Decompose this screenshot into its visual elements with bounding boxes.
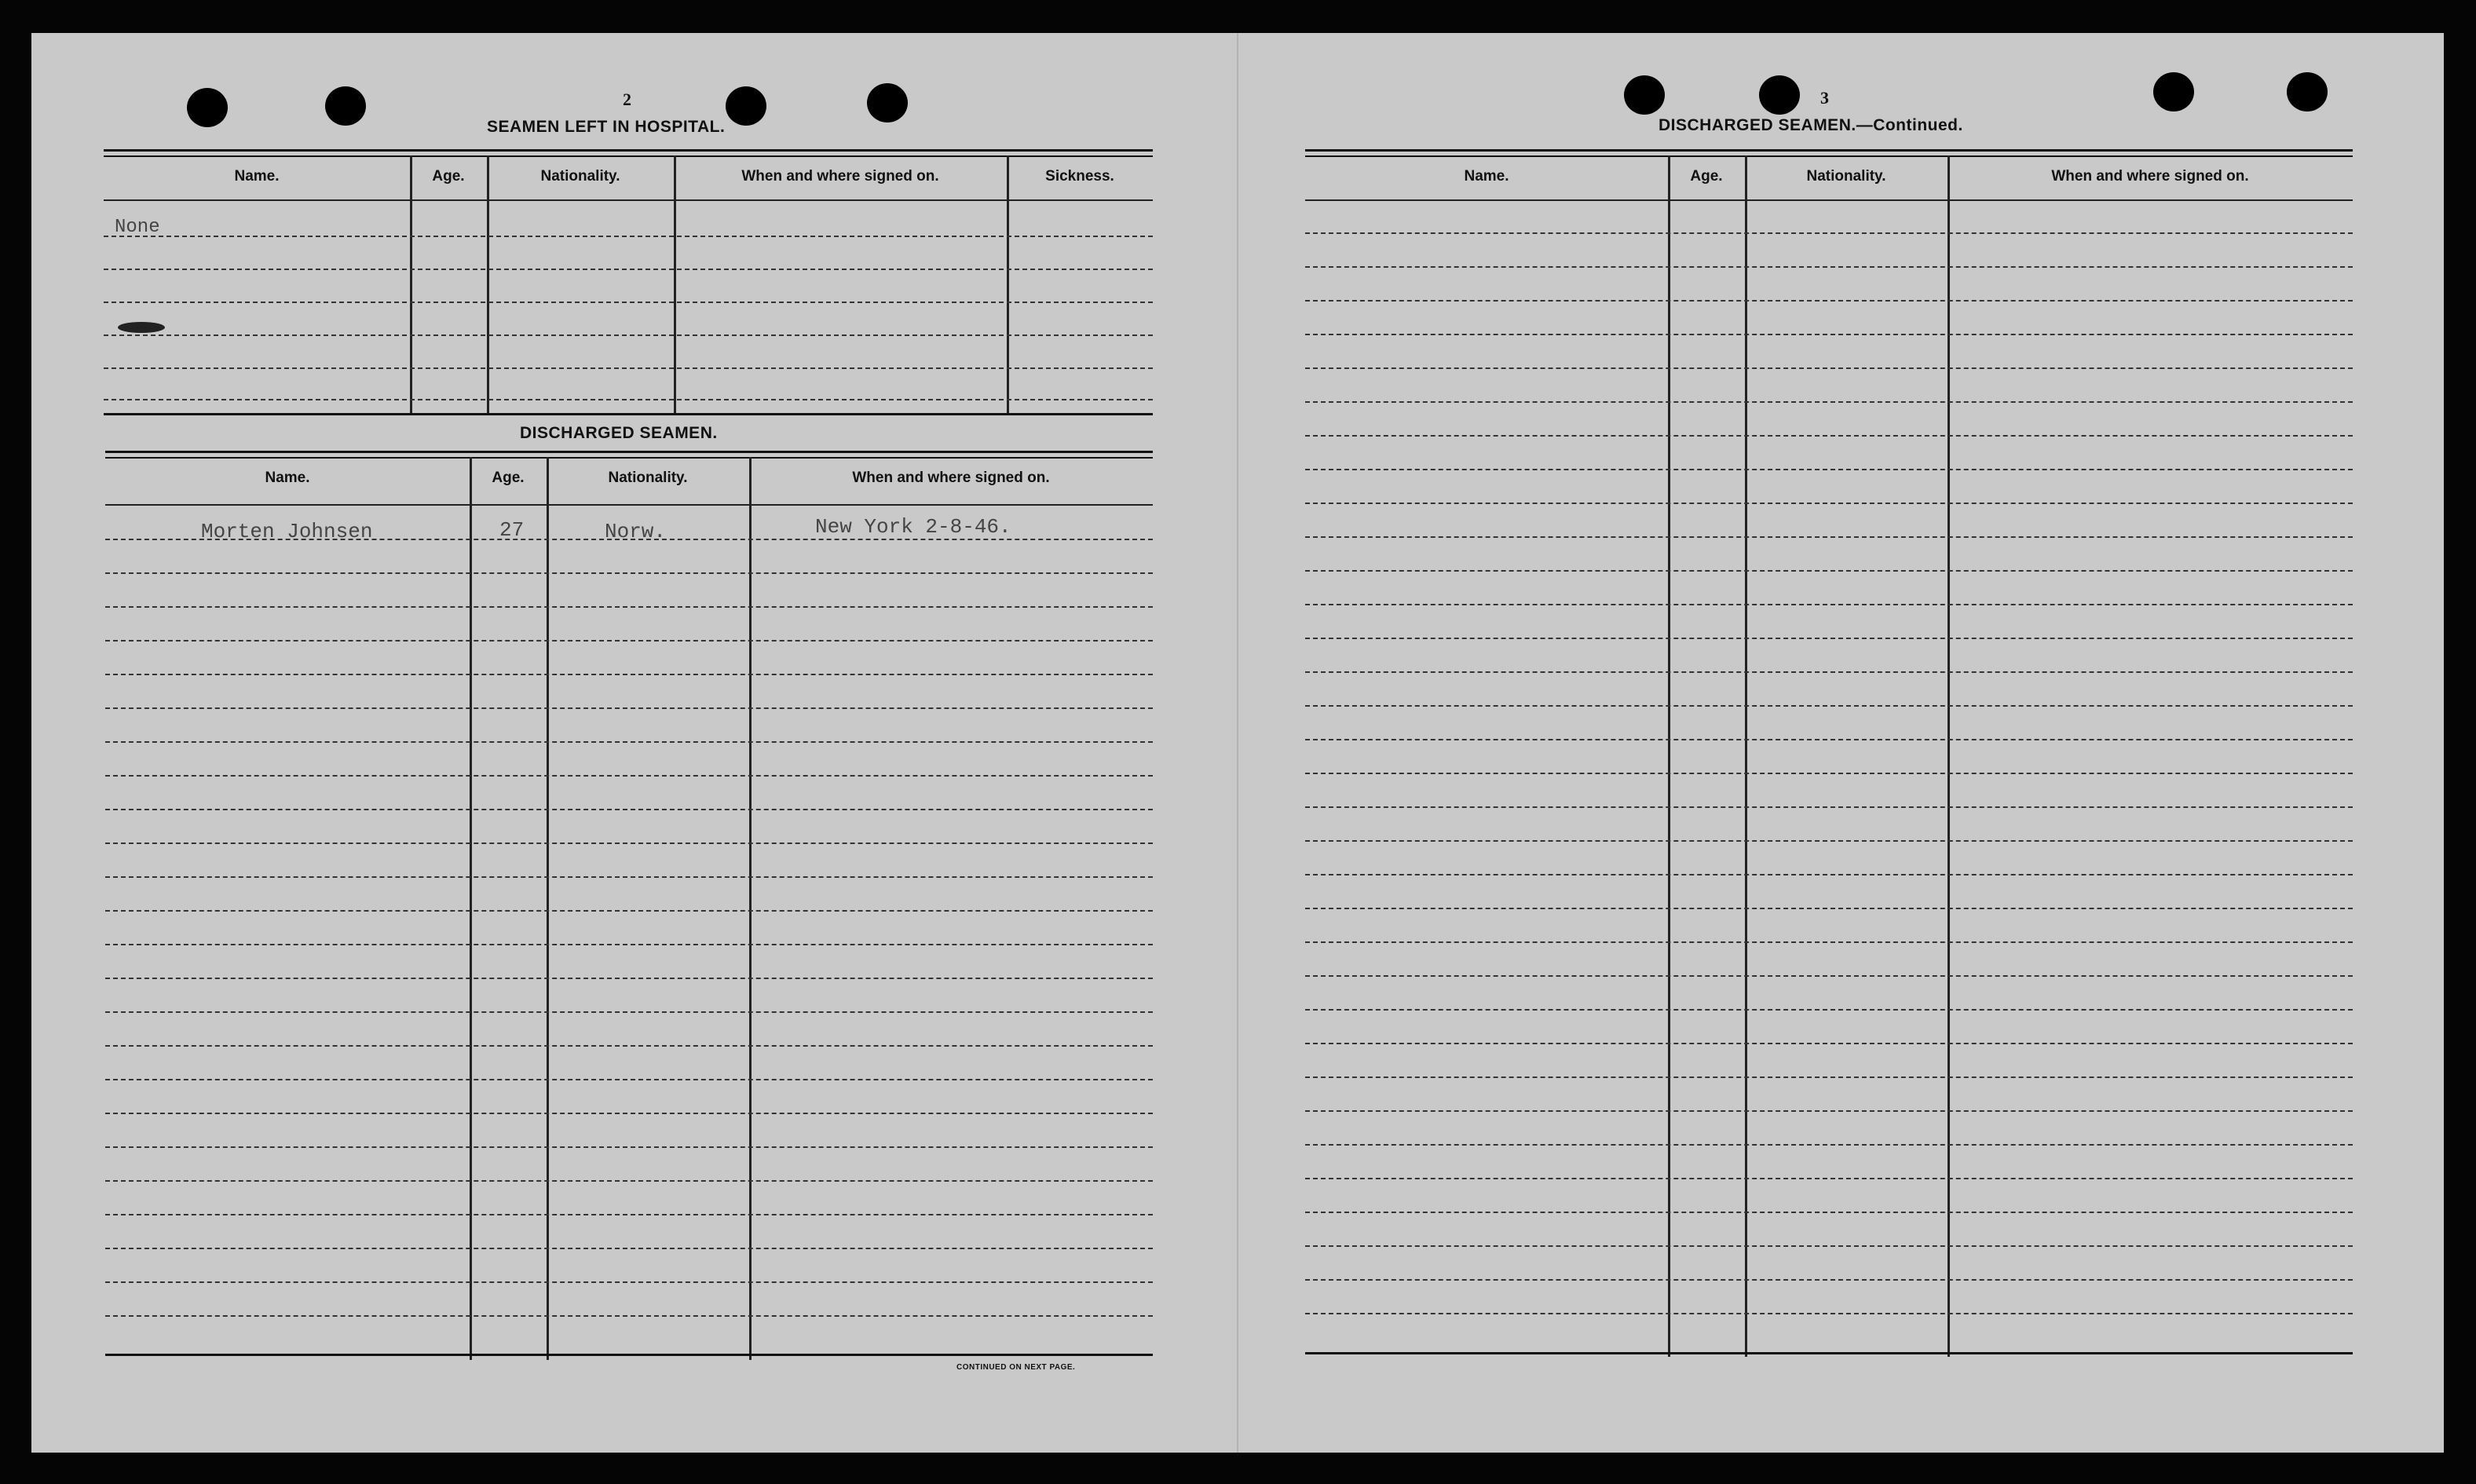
ruled-line: [105, 876, 1153, 878]
ruled-line: [105, 809, 1153, 810]
row-age: 27: [499, 518, 525, 542]
ruled-line: [105, 606, 1153, 608]
ruled-line: [1305, 435, 2353, 437]
ruled-line: [1305, 503, 2353, 504]
discharged-col-signed-on: When and where signed on.: [852, 470, 1050, 486]
ruled-line: [1305, 1144, 2353, 1146]
discharged-col-age: Age.: [492, 470, 525, 486]
ruled-lines: [105, 451, 1153, 1362]
ruled-line: [1305, 671, 2353, 673]
ruled-line: [1305, 941, 2353, 943]
discharged-table-right: [1305, 149, 2353, 1358]
ruled-line: [105, 640, 1153, 641]
ruled-line: [1305, 570, 2353, 572]
discharged-continued-heading: DISCHARGED SEAMEN.—Continued.: [1659, 116, 1963, 134]
ruled-line: [1305, 604, 2353, 605]
ruled-line: [1305, 1313, 2353, 1314]
ruled-line: [1305, 739, 2353, 740]
ruled-line: [1305, 1009, 2353, 1011]
hospital-col-name: Name.: [234, 168, 280, 185]
punch-hole: [2153, 72, 2194, 111]
row-signed-on: New York 2-8-46.: [815, 515, 1011, 539]
ruled-line: [1305, 1212, 2353, 1213]
ruled-line: [1305, 773, 2353, 774]
hospital-col-signed-on: When and where signed on.: [741, 168, 939, 185]
right-col-nationality: Nationality.: [1806, 168, 1886, 185]
ruled-line: [105, 1045, 1153, 1047]
punch-hole: [1759, 75, 1800, 115]
ruled-line: [1305, 401, 2353, 403]
ruled-line: [1305, 1178, 2353, 1179]
ruled-line: [1305, 1043, 2353, 1044]
right-col-name: Name.: [1464, 168, 1509, 185]
page-number-right: 3: [1820, 88, 1829, 108]
ruled-line: [105, 843, 1153, 844]
ruled-line: [1305, 874, 2353, 875]
right-col-age: Age.: [1690, 168, 1723, 185]
ruled-line: [105, 1180, 1153, 1182]
hospital-col-sickness: Sickness.: [1045, 168, 1114, 185]
ruled-line: [1305, 1076, 2353, 1078]
row-nationality: Norw.: [605, 520, 667, 543]
right-col-signed-on: When and where signed on.: [2051, 168, 2249, 185]
ruled-line: [1305, 1279, 2353, 1281]
ruled-line: [105, 910, 1153, 912]
ruled-line: [1305, 908, 2353, 909]
ruled-line: [1305, 638, 2353, 639]
discharged-heading: DISCHARGED SEAMEN.: [520, 424, 718, 442]
discharged-col-name: Name.: [265, 470, 310, 486]
hospital-table: [104, 149, 1153, 416]
ruled-line: [1305, 536, 2353, 538]
ruled-line: [105, 572, 1153, 574]
ruled-line: [105, 674, 1153, 675]
ruled-line: [1305, 232, 2353, 234]
ruled-line: [105, 1281, 1153, 1283]
punch-hole: [2287, 72, 2328, 111]
hospital-col-age: Age.: [432, 168, 465, 185]
ruled-line: [1305, 367, 2353, 369]
ruled-lines: [1305, 149, 2353, 1358]
page-fold: [1237, 33, 1238, 1453]
ruled-line: [105, 775, 1153, 777]
row-name: Morten Johnsen: [201, 520, 373, 543]
punch-hole: [1624, 75, 1665, 115]
ruled-line: [105, 1113, 1153, 1114]
punch-hole: [867, 83, 908, 122]
ruled-line: [105, 1079, 1153, 1080]
ruled-line: [105, 1214, 1153, 1215]
hospital-col-nationality: Nationality.: [540, 168, 620, 185]
ruled-line: [1305, 266, 2353, 268]
ruled-line: [1305, 705, 2353, 707]
ruled-line: [1305, 840, 2353, 842]
ruled-line: [105, 741, 1153, 743]
ruled-line: [105, 944, 1153, 945]
ruled-line: [105, 707, 1153, 709]
discharged-table-left: [105, 451, 1153, 1362]
ruled-line: [1305, 1110, 2353, 1112]
ruled-line: [105, 1146, 1153, 1148]
ruled-line: [1305, 469, 2353, 470]
ruled-line: [1305, 334, 2353, 335]
ruled-line: [1305, 975, 2353, 977]
hospital-entry-none: None: [115, 217, 160, 238]
ruled-line: [1305, 1245, 2353, 1247]
ruled-line: [105, 1011, 1153, 1013]
hospital-heading: SEAMEN LEFT IN HOSPITAL.: [487, 118, 726, 136]
ruled-line: [105, 1315, 1153, 1317]
ink-smudge: [118, 322, 165, 333]
punch-hole: [187, 88, 228, 127]
continued-footer: CONTINUED ON NEXT PAGE.: [956, 1363, 1076, 1372]
discharged-col-nationality: Nationality.: [608, 470, 688, 486]
ruled-line: [1305, 300, 2353, 302]
ruled-line: [1305, 806, 2353, 808]
ruled-line: [105, 978, 1153, 979]
page-number-left: 2: [623, 90, 631, 109]
ruled-line: [105, 1248, 1153, 1249]
punch-hole: [726, 86, 766, 126]
punch-hole: [325, 86, 366, 126]
